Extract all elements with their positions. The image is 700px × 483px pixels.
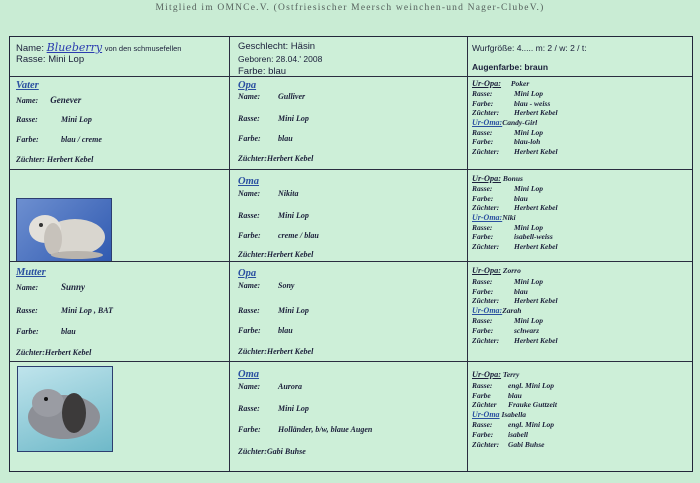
- ggm4-color: isabell: [508, 430, 528, 440]
- ggf2-color-label: Farbe:: [472, 193, 494, 203]
- ggm2-breed: Mini Lop: [514, 222, 543, 232]
- ggf3-breed-label: Rasse:: [472, 276, 493, 286]
- ggm1-breeder-label: Züchter:: [472, 146, 500, 156]
- gfp-name-label: Name:: [238, 92, 261, 101]
- mother-name-label: Name:: [16, 283, 39, 292]
- ggf2-heading: Ur-Opa:: [472, 174, 502, 183]
- ggm4-name: Isabella: [501, 410, 527, 420]
- gfm-name-label: Name:: [238, 281, 261, 290]
- rabbit-image-2: [18, 367, 111, 450]
- mother-breed: Mini Lop , BAT: [61, 306, 114, 315]
- ggf4-color: blau: [508, 390, 522, 400]
- gmp-color: creme / blau: [278, 231, 319, 240]
- ggf4-breed: engl. Mini Lop: [508, 380, 555, 390]
- gfm-color: blau: [278, 326, 293, 335]
- ggm1-name: Candy-Girl: [502, 117, 538, 127]
- ggf3-breeder-label: Züchter:: [472, 296, 500, 306]
- grandmother-paternal-cell: [230, 170, 468, 262]
- father-name: Genever: [50, 95, 82, 105]
- mother-heading: Mutter: [16, 267, 46, 278]
- gfm-breeder: Züchter:Herbert Kebel: [238, 347, 314, 356]
- club-header: Mitglied im OMNCe.V. (Ostfriesischer Meersch weinchen-und Nager-ClubeV.): [155, 3, 545, 13]
- ggm2-breed-label: Rasse:: [472, 222, 493, 232]
- animal-color: Farbe: blau: [238, 66, 287, 77]
- ggm2-breeder-label: Züchter:: [472, 241, 500, 251]
- ggf2-color: blau: [514, 193, 528, 203]
- father-name-label: Name:: [16, 96, 39, 105]
- ggm3-color: schwarz: [514, 326, 540, 336]
- gfm-breed: Mini Lop: [278, 306, 309, 315]
- ggm3-breed: Mini Lop: [514, 316, 543, 326]
- ggm2-heading: Ur-Oma:: [472, 212, 503, 222]
- ggf1-breeder-label: Züchter:: [472, 108, 500, 118]
- grandfather-maternal-heading: Opa: [238, 268, 257, 279]
- gmm-color: Holländer, b/w, blaue Augen: [278, 425, 373, 434]
- gfp-name: Gulliver: [278, 92, 306, 101]
- father-heading: Vater: [16, 80, 39, 91]
- grandfather-paternal-cell: [230, 77, 468, 170]
- ggf4-breed-label: Rasse:: [472, 380, 493, 390]
- mother-cell: [10, 262, 230, 362]
- gmm-name: Aurora: [278, 382, 303, 391]
- gmm-breed-label: Rasse:: [238, 404, 260, 413]
- mother-photo-cell: [10, 362, 230, 471]
- gmp-breed: Mini Lop: [278, 211, 309, 220]
- ggm1-breed-label: Rasse:: [472, 127, 493, 137]
- ggm1-color-label: Farbe:: [472, 137, 494, 147]
- rabbit-image: [17, 199, 110, 262]
- gmm-name-label: Name:: [238, 382, 261, 391]
- animal-name-cell: [10, 37, 230, 77]
- father-breed: Mini Lop: [61, 115, 92, 124]
- ggm3-breeder-label: Züchter:: [472, 335, 500, 345]
- pedigree-sheet: [9, 36, 693, 472]
- ggm4-breeder: Gabi Buhse: [508, 439, 545, 449]
- mother-color-label: Farbe:: [16, 327, 39, 336]
- litter-size: Wurfgröße: 4..... m: 2 / w: 2 / t:: [472, 43, 587, 53]
- gmp-color-label: Farbe:: [238, 231, 261, 240]
- father-breed-label: Rasse:: [16, 115, 38, 124]
- kennel-name: von den schmusefellen: [104, 44, 182, 53]
- ggm2-breeder: Herbert Kebel: [514, 241, 558, 251]
- ggm2-name: Niki: [502, 212, 516, 222]
- ggf1-breed-label: Rasse:: [472, 89, 493, 99]
- ggm1-heading: Ur-Oma:: [472, 117, 503, 127]
- great-grandparents-2-cell: [468, 170, 692, 262]
- father-color-label: Farbe:: [16, 135, 39, 144]
- gfp-breed: Mini Lop: [278, 114, 309, 123]
- ggf4-name: Terry: [502, 370, 520, 379]
- ggf2-breeder: Herbert Kebel: [514, 203, 558, 213]
- animal-details-cell: [230, 37, 468, 77]
- father-cell: [10, 77, 230, 170]
- father-breeder: Züchter: Herbert Kebel: [16, 155, 94, 164]
- name-label: Name:: [16, 43, 44, 54]
- ggm2-color-label: Farbe:: [472, 232, 494, 242]
- great-grandparents-4-cell: [468, 362, 692, 471]
- ggf2-breeder-label: Züchter:: [472, 203, 500, 213]
- ggf4-heading: Ur-Opa:: [472, 370, 502, 379]
- ggf1-color: blau - weiss: [514, 98, 551, 108]
- animal-sex: Geschlecht: Häsin: [238, 41, 316, 52]
- ggf1-heading: Ur-Opa:: [472, 79, 502, 88]
- gmm-color-label: Farbe:: [238, 425, 261, 434]
- ggm4-heading: Ur-Oma: [472, 410, 500, 420]
- great-grandparents-3-cell: [468, 262, 692, 362]
- great-grandparents-1-cell: [468, 77, 692, 170]
- ggm4-breed: engl. Mini Lop: [508, 420, 555, 430]
- ggf4-breeder: Frauke Guttzeit: [508, 400, 557, 410]
- grandfather-maternal-cell: [230, 262, 468, 362]
- gmm-breeder: Züchter:Gabi Buhse: [238, 447, 306, 456]
- litter-cell: [468, 37, 692, 77]
- ggf1-breed: Mini Lop: [514, 89, 543, 99]
- gmm-breed: Mini Lop: [278, 404, 309, 413]
- gfm-breed-label: Rasse:: [238, 306, 260, 315]
- ggm1-color: blau-loh: [514, 137, 541, 147]
- animal-breed: Rasse: Mini Lop: [16, 54, 85, 65]
- animal-birthdate: Geboren: 28.04.' 2008: [238, 54, 323, 64]
- grandmother-maternal-cell: [230, 362, 468, 471]
- ggm3-breed-label: Rasse:: [472, 316, 493, 326]
- gmp-name-label: Name:: [238, 189, 261, 198]
- ggm3-name: Zarah: [502, 306, 522, 316]
- ggf3-breed: Mini Lop: [514, 276, 543, 286]
- ggm3-breeder: Herbert Kebel: [514, 335, 558, 345]
- gmp-name: Nikita: [278, 189, 299, 198]
- ggm4-breeder-label: Züchter:: [472, 439, 500, 449]
- ggm3-color-label: Farbe:: [472, 326, 494, 336]
- ggf1-name: Poker: [510, 79, 530, 88]
- mother-name: Sunny: [61, 282, 86, 292]
- gfm-name: Sony: [278, 281, 295, 290]
- mother-photo: [17, 366, 113, 452]
- gfp-breed-label: Rasse:: [238, 114, 260, 123]
- gfp-color-label: Farbe:: [238, 134, 261, 143]
- ggf2-breed-label: Rasse:: [472, 184, 493, 194]
- gmp-breeder: Züchter:Herbert Kebel: [238, 250, 314, 259]
- ggf4-color-label: Farbe: [472, 390, 491, 400]
- mother-color: blau: [61, 327, 76, 336]
- animal-name: Blueberry: [46, 41, 103, 54]
- grandfather-paternal-heading: Opa: [238, 80, 257, 91]
- grandmother-maternal-heading: Oma: [238, 369, 259, 380]
- grandmother-paternal-heading: Oma: [238, 176, 259, 187]
- mother-breeder: Züchter:Herbert Kebel: [16, 348, 92, 357]
- ggm3-heading: Ur-Oma:: [472, 306, 503, 316]
- father-color: blau / creme: [61, 135, 102, 144]
- ggf3-heading: Ur-Opa:: [472, 266, 502, 275]
- ggf3-name: Zorro: [502, 266, 521, 275]
- father-photo-cell: [10, 170, 230, 262]
- ggf3-breeder: Herbert Kebel: [514, 296, 558, 306]
- gfm-color-label: Farbe:: [238, 326, 261, 335]
- ggm4-color-label: Farbe:: [472, 430, 494, 440]
- mother-breed-label: Rasse:: [16, 306, 38, 315]
- ggf4-breeder-label: Züchter: [472, 400, 497, 410]
- ggf3-color-label: Farbe:: [472, 286, 494, 296]
- ggm1-breeder: Herbert Kebel: [514, 146, 558, 156]
- ggf1-color-label: Farbe:: [472, 98, 494, 108]
- gfp-breeder: Züchter:Herbert Kebel: [238, 154, 314, 163]
- father-photo: [16, 198, 112, 262]
- ggf1-breeder: Herbert Kebel: [514, 108, 558, 118]
- ggf2-name: Bonus: [502, 174, 523, 183]
- ggm2-color: isabell-weiss: [514, 232, 553, 242]
- ggf2-breed: Mini Lop: [514, 184, 543, 194]
- eye-color: Augenfarbe: braun: [472, 62, 549, 72]
- ggf3-color: blau: [514, 286, 528, 296]
- ggm1-breed: Mini Lop: [514, 127, 543, 137]
- ggm4-breed-label: Rasse:: [472, 420, 493, 430]
- gmp-breed-label: Rasse:: [238, 211, 260, 220]
- gfp-color: blau: [278, 134, 293, 143]
